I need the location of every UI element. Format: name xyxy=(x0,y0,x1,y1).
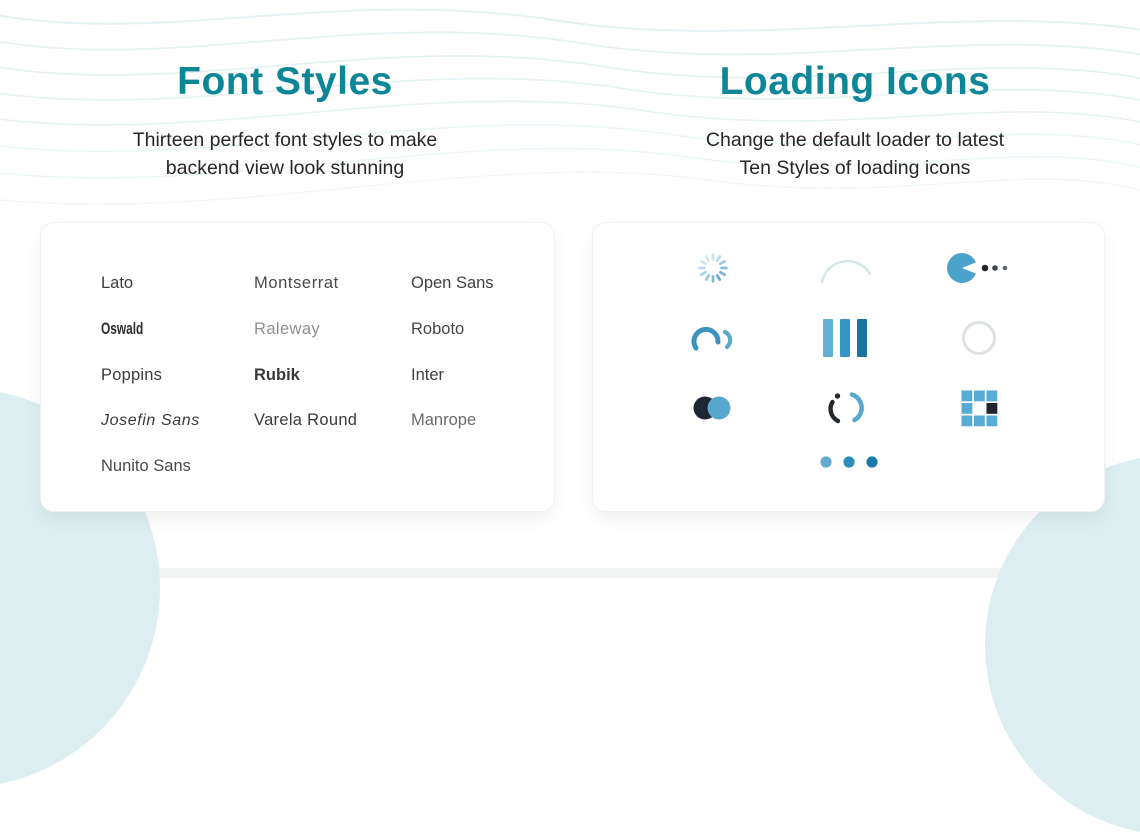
font-name-josefin-sans: Josefin Sans xyxy=(101,411,200,429)
dots-loader-row xyxy=(593,455,1104,469)
segment-arc-spinner-icon xyxy=(826,390,866,426)
font-styles-subtitle: Thirteen perfect font styles to make backend view look stunning xyxy=(132,129,438,179)
loading-icons-title: Loading Icons xyxy=(719,60,991,103)
bottom-band xyxy=(0,568,1140,578)
loader-grid xyxy=(593,223,1104,443)
loader-cell xyxy=(779,303,912,373)
loader-cell xyxy=(779,373,912,443)
font-name-roboto: Roboto xyxy=(411,320,465,339)
loader-cell xyxy=(779,233,912,303)
dual-arc-spinner-icon xyxy=(689,320,737,356)
font-name-manrope: Manrope xyxy=(411,411,477,430)
font-name-lato: Lato xyxy=(101,274,134,293)
loader-cell xyxy=(646,303,779,373)
font-name-oswald: Oswald xyxy=(101,320,144,339)
ring-loader-icon xyxy=(960,319,998,357)
cube-grid-loader-icon xyxy=(960,389,998,427)
font-name-raleway: Raleway xyxy=(254,320,321,339)
font-name-montserrat: Montserrat xyxy=(254,274,339,293)
font-name-inter: Inter xyxy=(411,365,445,384)
corner-blob-right xyxy=(985,455,1140,835)
loader-cell xyxy=(646,373,779,443)
font-name-nunito-sans: Nunito Sans xyxy=(101,457,191,476)
arc-spinner-icon xyxy=(815,246,877,290)
pacman-loader-icon xyxy=(946,251,1012,285)
font-list xyxy=(41,223,554,489)
loader-cell xyxy=(912,233,1045,303)
font-styles-card xyxy=(40,222,555,512)
loading-icons-card xyxy=(592,222,1105,512)
loading-icons-header xyxy=(570,60,1140,182)
font-name-varela-round: Varela Round xyxy=(254,411,358,430)
font-styles-title: Font Styles xyxy=(177,60,393,103)
font-styles-header xyxy=(0,60,570,182)
loader-cell xyxy=(912,303,1045,373)
font-name-open-sans: Open Sans xyxy=(411,274,494,293)
font-name-poppins: Poppins xyxy=(101,365,163,384)
vertical-bars-loader-icon xyxy=(823,317,868,359)
dots-loader-icon xyxy=(818,455,880,469)
loading-icons-subtitle: Change the default loader to latest Ten Styles of loading icons xyxy=(705,129,1005,179)
loader-cell xyxy=(912,373,1045,443)
ball-duo-loader-icon xyxy=(693,395,733,421)
font-name-rubik: Rubik xyxy=(254,365,300,384)
loader-cell xyxy=(646,233,779,303)
tick-spinner-icon xyxy=(697,252,729,284)
